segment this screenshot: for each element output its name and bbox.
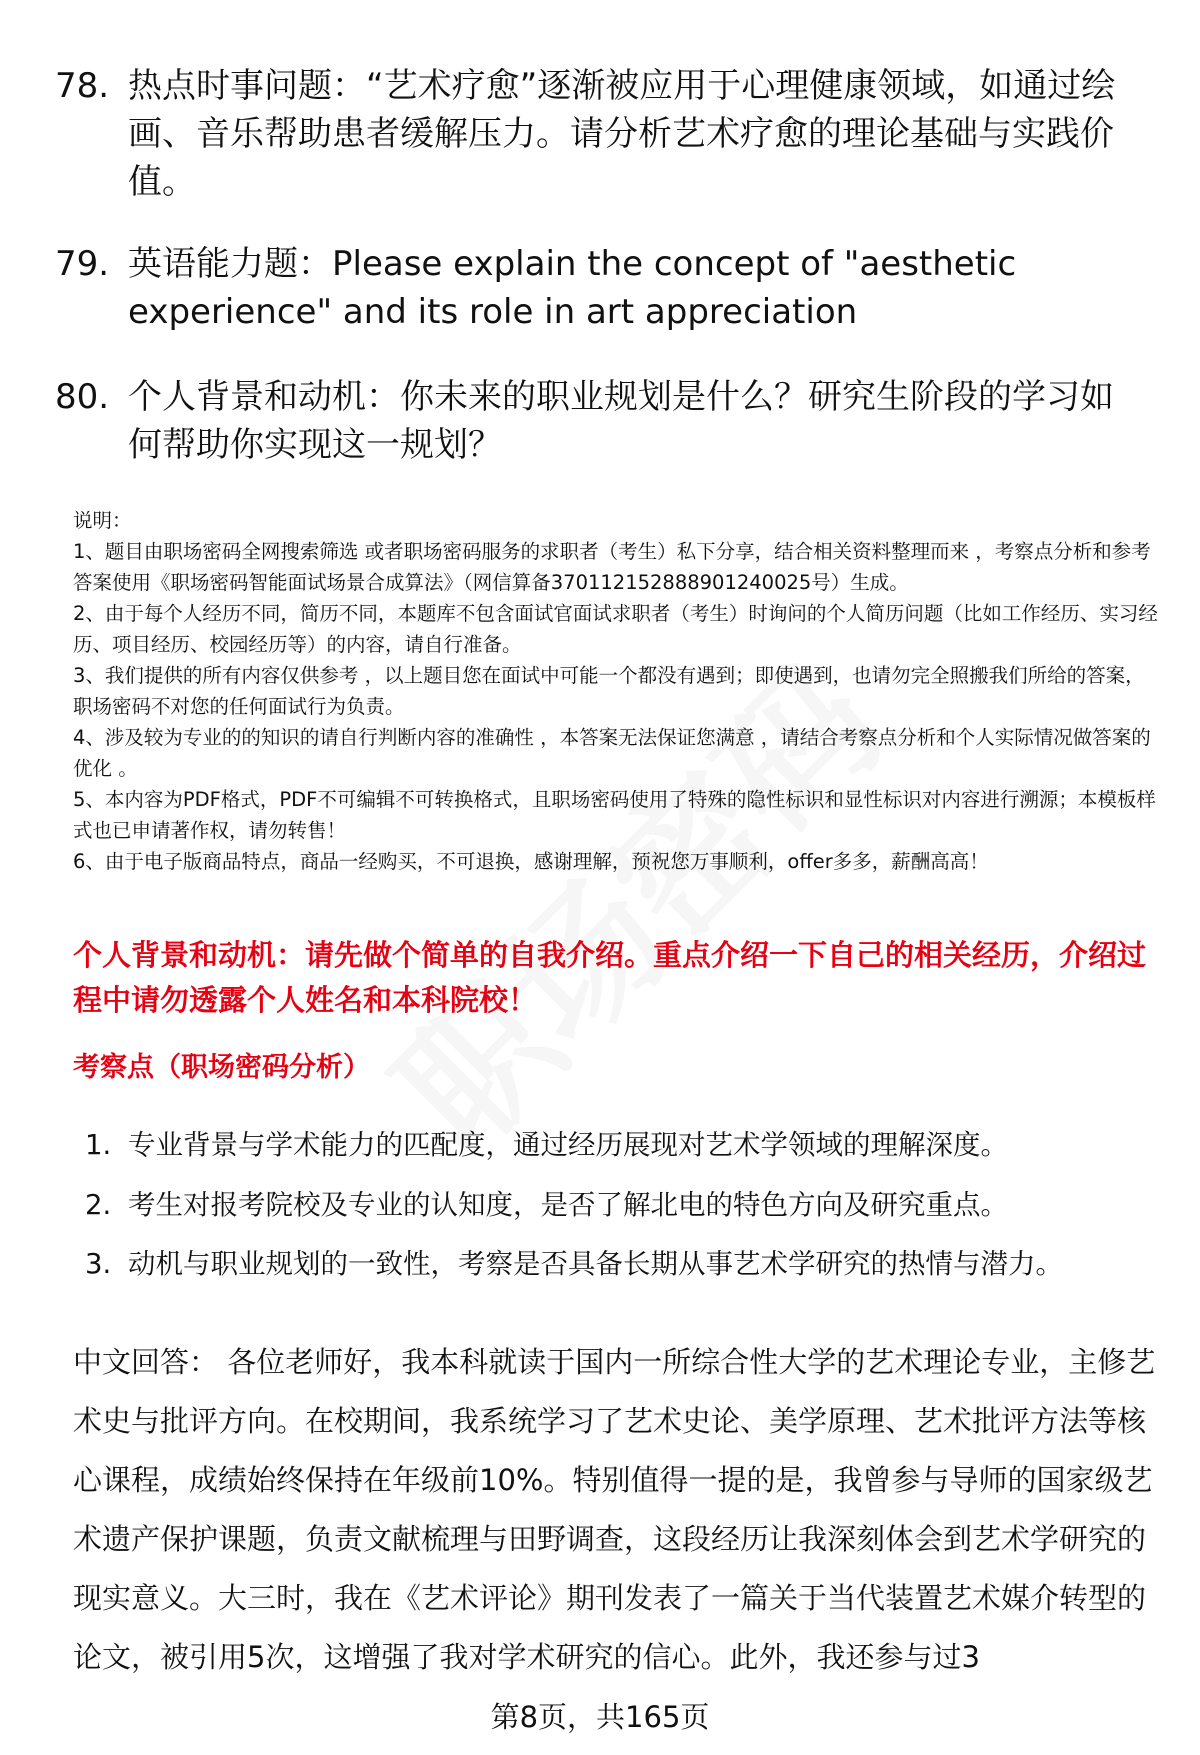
question-number: 80. — [55, 377, 110, 417]
current-question: 个人背景和动机：请先做个简单的自我介绍。重点介绍一下自己的相关经历，介绍过程中请勿透露个人姓名和本科院校！ — [73, 938, 1147, 1017]
note-item: 3、我们提供的所有内容仅供参考 ，以上题目您在面试中可能一个都没有遇到；即使遇到，也请勿完全照搬我们所给的答案，职场密码不对您的任何面试行为负责。 — [73, 664, 1145, 718]
question-79 — [55, 240, 1145, 336]
point-text: 考生对报考院校及专业的认知度，是否了解北电的特色方向及研究重点。 — [128, 1188, 1008, 1221]
point-number: 1. — [85, 1129, 112, 1161]
question-number: 79. — [55, 244, 110, 284]
page-footer: 第8页，共165页 — [490, 1700, 710, 1734]
disclaimer-notes — [73, 505, 1163, 877]
point-text: 动机与职业规划的一致性，考察是否具备长期从事艺术学研究的热情与潜力。 — [128, 1248, 1063, 1280]
question-text: 热点时事问题：“艺术疗愈”逐渐被应用于心理健康领域，如通过绘画、音乐帮助患者缓解压力。请分析艺术疗愈的理论基础与实践价值。 — [128, 66, 1116, 202]
point-text: 专业背景与学术能力的匹配度，通过经历展现对艺术学领域的理解深度。 — [128, 1129, 1008, 1161]
note-item: 2、由于每个人经历不同，简历不同，本题库不包含面试官面试求职者（考生）时询问的个人简历问题（比如工作经历、实习经历、项目经历、校园经历等）的内容，请自行准备。 — [73, 602, 1158, 656]
chinese-answer: 中文回答： 各位老师好，我本科就读于国内一所综合性大学的艺术理论专业，主修艺术史与批评方向。在校期间，我系统学习了艺术史论、美学原理、艺术批评方法等核心课程，成绩始终保持在年级前10%。特别值得一提的是，我曾参与导师的国家级艺术遗产保护课题，负责文献梳理与田野调查，这段经历让我深刻体会到艺术学研究的现实意义。大三时，我在《艺术评论》期刊发表了一篇关于当代装置艺术媒介转型的论文，被引用5次，这增强了我对学术研究的信心。此外，我还参与过3 — [73, 1345, 1156, 1674]
question-text: 英语能力题：Please explain the concept of "aesthetic experience" and its role in art appreciation — [128, 244, 1017, 332]
point-number: 3. — [85, 1248, 112, 1280]
question-80 — [55, 373, 1145, 469]
analysis-points — [73, 1125, 1153, 1304]
list-item — [73, 1125, 1153, 1165]
question-78 — [55, 62, 1145, 206]
list-item — [73, 1244, 1153, 1284]
note-item: 4、涉及较为专业的的知识的请自行判断内容的准确性 ，本答案无法保证您满意 ，请结合考察点分析和个人实际情况做答案的优化 。 — [73, 726, 1151, 780]
note-item: 5、本内容为PDF格式，PDF不可编辑不可转换格式，且职场密码使用了特殊的隐性标识和显性标识对内容进行溯源；本模板样式也已申请著作权，请勿转售！ — [73, 788, 1156, 842]
list-item — [73, 1185, 1153, 1225]
analysis-title: 考察点（职场密码分析） — [73, 1052, 370, 1083]
question-number: 78. — [55, 66, 110, 106]
note-item: 6、由于电子版商品特点，商品一经购买，不可退换，感谢理解，预祝您万事顺利，offer多多，薪酬高高！ — [73, 850, 989, 873]
point-number: 2. — [85, 1188, 112, 1221]
note-item: 1、题目由职场密码全网搜索筛选 或者职场密码服务的求职者（考生）私下分享，结合相关资料整理而来 ，考察点分析和参考答案使用《职场密码智能面试场景合成算法》（网信算备370112152888901240025号）生成。 — [73, 540, 1151, 594]
notes-title: 说明： — [73, 509, 132, 532]
question-text: 个人背景和动机：你未来的职业规划是什么？研究生阶段的学习如何帮助你实现这一规划？ — [128, 377, 1114, 465]
